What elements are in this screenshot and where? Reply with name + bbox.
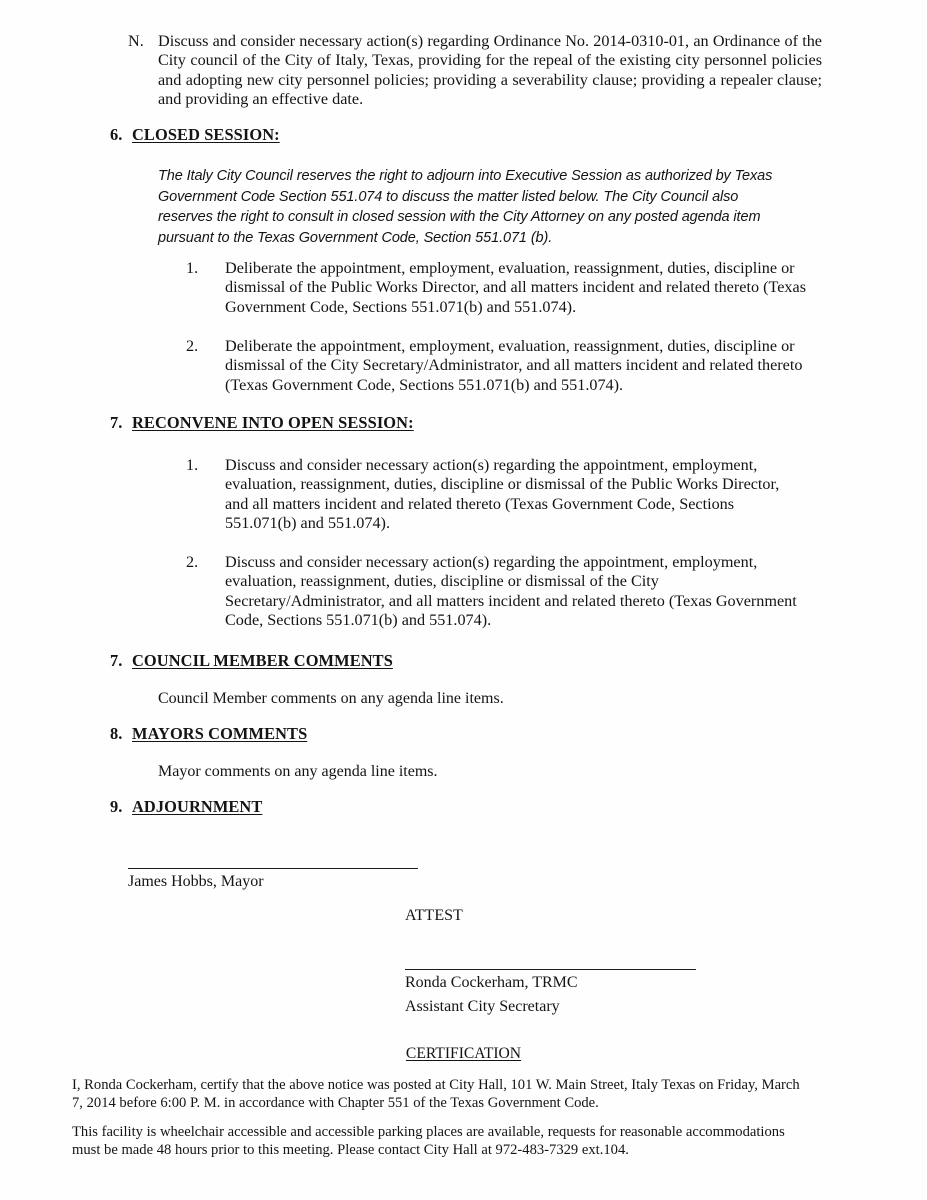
- agenda-item-n: [128, 32, 822, 109]
- section-title: MAYORS COMMENTS: [132, 724, 308, 743]
- list-marker: 2.: [186, 553, 199, 571]
- mayor-signature-line: [128, 868, 418, 869]
- section-heading-reconvene: [110, 413, 414, 433]
- list-item-text: Deliberate the appointment, employment, evaluation, reassignment, duties, discipline or dismissal of the City Secretary/Administrator, and all matters incident and related thereto (Texas Government Code, Sections 551.071(b) and 551.074).: [225, 337, 803, 394]
- list-item-text: Discuss and consider necessary action(s) regarding the appointment, employment, evaluation, reassignment, duties, discipline or dismissal of the Public Works Director, and all matters incident and related thereto (Texas Government Code, Sections 551.071(b) and 551.074).: [225, 456, 780, 533]
- section-heading-mayors-comments: [110, 724, 307, 744]
- section-heading-closed-session: [110, 125, 280, 145]
- mayors-comments-body: Mayor comments on any agenda line items.: [158, 763, 438, 780]
- section-number: 7.: [110, 651, 123, 670]
- section-number: 7.: [110, 413, 123, 432]
- secretary-signature-line: [405, 969, 696, 970]
- section-number: 9.: [110, 797, 123, 816]
- section-title: CLOSED SESSION:: [132, 125, 280, 144]
- accessibility-notice: This facility is wheelchair accessible and accessible parking places are available, requests for reasonable accommodations must be made 48 hours prior to this meeting. Please contact City Hall at 972-483-7329 ext.104.: [72, 1124, 785, 1159]
- section-number: 8.: [110, 724, 123, 743]
- executive-session-notice: The Italy City Council reserves the right to adjourn into Executive Session as authorized by Texas Government Code Section 551.074 to discuss the matter listed below. The City Council also reserves the right to consult in closed session with the City Attorney on any posted agenda item pursuant to the Texas Government Code, Section 551.071 (b).: [158, 168, 773, 246]
- agenda-item-n-marker: N.: [128, 32, 144, 50]
- closed-session-item-2: [186, 337, 820, 395]
- council-member-comments-body: Council Member comments on any agenda line items.: [158, 690, 504, 707]
- section-heading-council-member-comments: [110, 651, 393, 671]
- certification-heading-text: CERTIFICATION: [405, 1045, 522, 1062]
- secretary-title: Assistant City Secretary: [405, 998, 560, 1015]
- list-marker: 1.: [186, 259, 199, 277]
- mayor-name: James Hobbs, Mayor: [128, 873, 264, 890]
- certification-statement: I, Ronda Cockerham, certify that the above notice was posted at City Hall, 101 W. Main Street, Italy Texas on Friday, March 7, 2014 before 6:00 P. M. in accordance with Chapter 551 of the Texas Government Code.: [72, 1077, 800, 1112]
- attest-label: ATTEST: [405, 907, 463, 924]
- secretary-name: Ronda Cockerham, TRMC: [405, 974, 578, 991]
- closed-session-item-1: [186, 259, 820, 317]
- list-item-text: Deliberate the appointment, employment, evaluation, reassignment, duties, discipline or dismissal of the Public Works Director, and all matters incident and related thereto (Texas Government Code, Sections 551.071(b) and 551.074).: [225, 259, 806, 316]
- reconvene-item-2: [186, 553, 820, 631]
- section-title: COUNCIL MEMBER COMMENTS: [132, 651, 393, 670]
- agenda-item-n-text: Discuss and consider necessary action(s) regarding Ordinance No. 2014-0310-01, an Ordinance of the City council of the City of Italy, Texas, providing for the repeal of the existing city personnel policies and adopting new city personnel policies; providing a severability clause; providing a repealer clause; and providing an effective date.: [158, 32, 822, 108]
- list-item-text: Discuss and consider necessary action(s) regarding the appointment, employment, evaluation, reassignment, duties, discipline or dismissal of the City Secretary/Administrator, and all matters incident and related thereto (Texas Government Code, Sections 551.071(b) and 551.074).: [225, 553, 797, 630]
- list-marker: 1.: [186, 456, 199, 474]
- section-heading-adjournment: [110, 797, 262, 817]
- section-number: 6.: [110, 125, 123, 144]
- reconvene-item-1: [186, 456, 800, 534]
- certification-heading: [0, 1045, 927, 1063]
- section-title: ADJOURNMENT: [132, 797, 263, 816]
- list-marker: 2.: [186, 337, 199, 355]
- section-title: RECONVENE INTO OPEN SESSION:: [132, 413, 414, 432]
